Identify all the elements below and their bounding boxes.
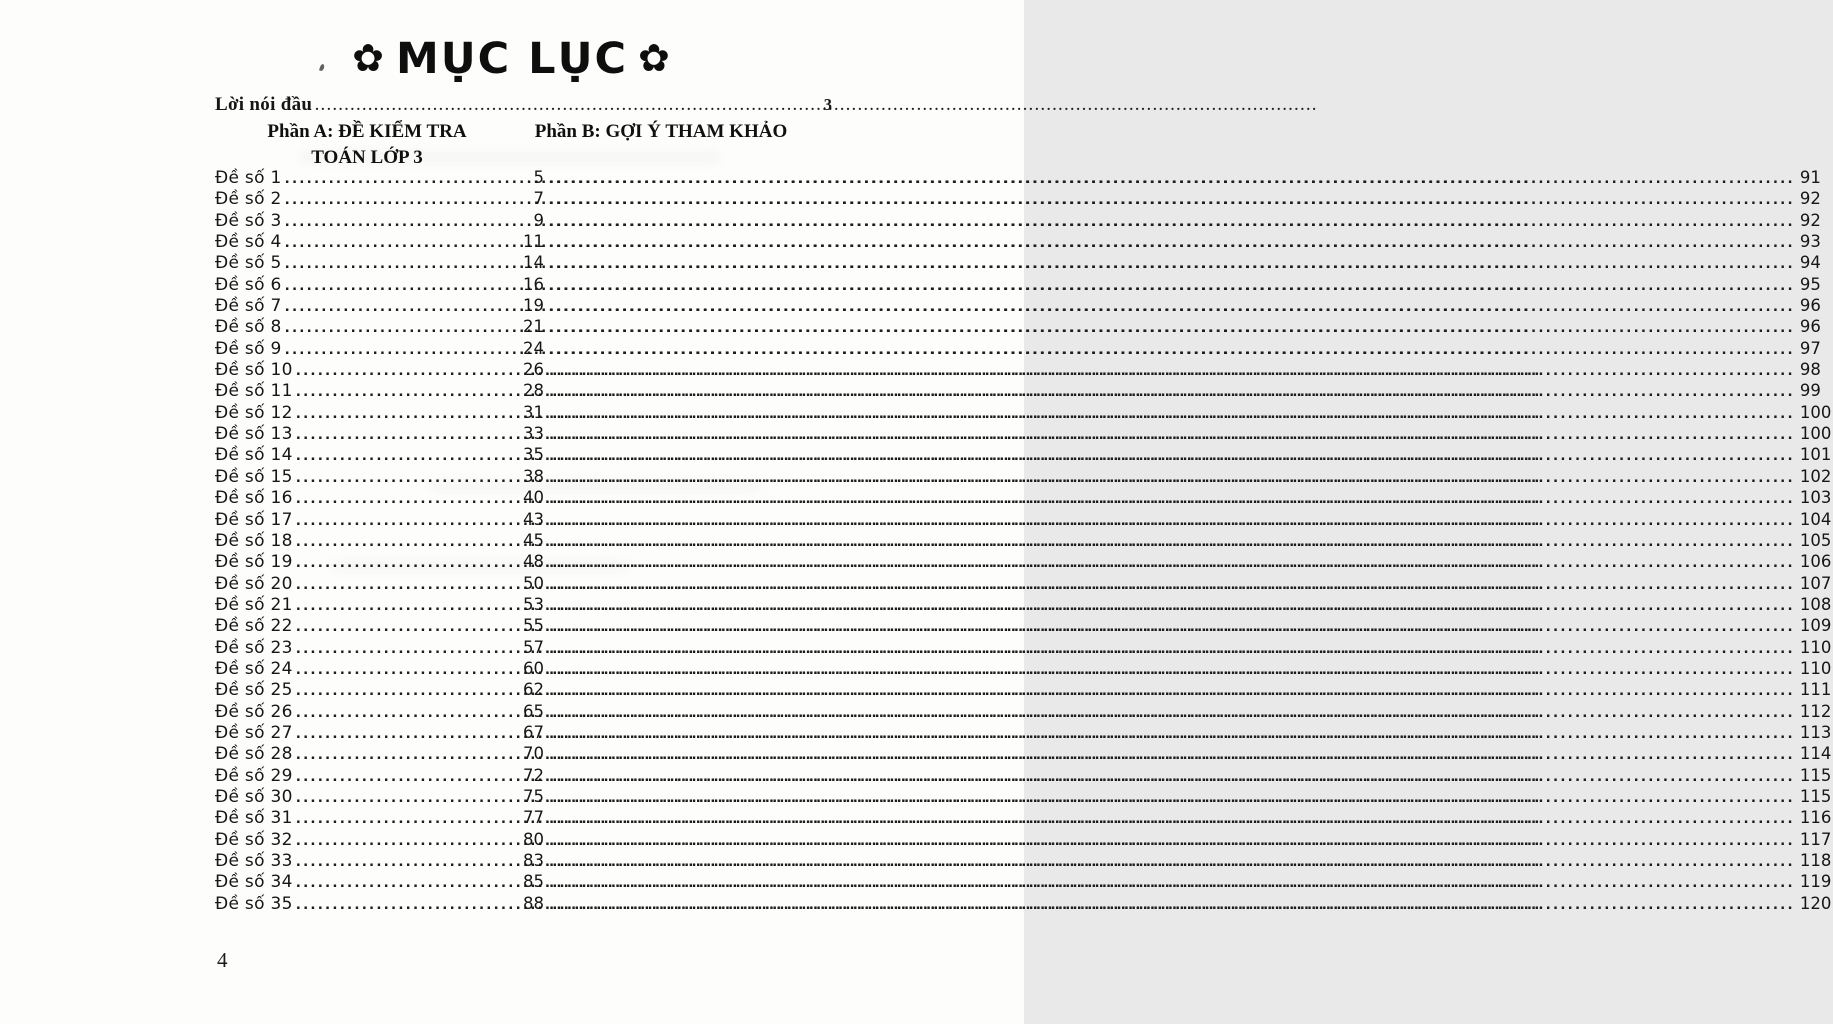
toc-entry-page-a: 28 <box>523 381 544 401</box>
toc-entry-label: Đề số 17 <box>215 509 293 530</box>
toc-row <box>215 552 1832 573</box>
toc-entry-label: Đề số 29 <box>215 765 293 786</box>
dot-leader <box>296 448 518 464</box>
toc-row-column-a <box>215 702 546 722</box>
toc-row-column-b <box>546 424 1833 443</box>
toc-entry-page-b: 99 <box>1799 381 1821 401</box>
toc-entry-page-b: 114 <box>1799 744 1832 764</box>
toc-row-column-b <box>546 744 1833 763</box>
flower-icon: ✿ <box>638 36 672 80</box>
dot-leader <box>549 491 1795 507</box>
toc-entry-page-b: 96 <box>1799 317 1821 337</box>
dot-leader <box>296 577 518 593</box>
toc-entry-page-b: 95 <box>1799 274 1821 294</box>
dot-leader <box>285 235 518 251</box>
toc-row-column-a <box>215 851 546 871</box>
toc-row-column-a <box>215 424 546 444</box>
dot-leader <box>285 256 518 272</box>
toc-row-column-b <box>546 275 1823 294</box>
toc-entry-label: Đề số 33 <box>215 851 293 871</box>
toc-entry-label: Đề số 15 <box>215 466 293 487</box>
toc-row-column-a <box>215 595 546 615</box>
toc-entry-page-a: 38 <box>523 466 544 486</box>
toc-row <box>215 851 1832 872</box>
dot-leader <box>549 577 1795 593</box>
toc-entry-page-a: 16 <box>523 274 544 294</box>
dot-leader <box>549 384 1795 400</box>
toc-entry-page-a: 43 <box>523 509 544 529</box>
dot-leader <box>296 662 518 678</box>
toc-row-column-b <box>546 211 1823 230</box>
toc-row-column-b <box>546 189 1823 208</box>
dot-leader <box>549 299 1795 315</box>
toc-row-column-b <box>546 851 1833 870</box>
dot-leader <box>549 171 1795 187</box>
toc-entry-page-b: 112 <box>1799 701 1832 721</box>
toc-entry-page-a: 24 <box>523 338 544 358</box>
toc-entry-label: Đề số 16 <box>215 488 293 509</box>
toc-row-column-a <box>215 510 546 530</box>
toc-row <box>215 701 1832 723</box>
dot-leader <box>296 555 518 571</box>
toc-entry-page-b: 93 <box>1799 232 1821 252</box>
dot-leader <box>296 427 518 443</box>
toc-row <box>215 424 1832 445</box>
toc-row-column-b <box>546 723 1833 742</box>
toc-entry-page-a: 11 <box>523 232 544 252</box>
toc-entry-page-b: 92 <box>1799 210 1821 230</box>
toc-entry-page-a: 88 <box>523 893 544 913</box>
toc-entry-page-a: 55 <box>523 616 544 636</box>
dot-leader <box>296 363 518 379</box>
toc-row <box>215 296 1821 317</box>
toc-entry-label: Đề số 13 <box>215 424 293 445</box>
dot-leader <box>549 811 1795 827</box>
toc-row-column-b <box>546 659 1833 678</box>
toc-entry-page-a: 85 <box>523 872 544 892</box>
toc-list <box>215 168 1832 915</box>
toc-row-column-b <box>546 830 1833 849</box>
dot-leader <box>549 214 1795 230</box>
toc-entry-label: Đề số 11 <box>215 381 293 402</box>
dot-leader <box>549 470 1795 486</box>
toc-row-column-a <box>215 360 546 380</box>
toc-row-column-a <box>215 723 546 743</box>
toc-entry-page-b: 113 <box>1799 722 1832 742</box>
dot-leader <box>549 256 1795 272</box>
dot-leader <box>296 384 518 400</box>
dot-leader <box>549 854 1795 870</box>
toc-entry-label: Đề số 31 <box>215 808 293 829</box>
toc-row-column-a <box>215 894 546 914</box>
toc-entry-page-b: 103 <box>1799 488 1832 508</box>
toc-row-column-a <box>215 317 546 337</box>
toc-entry-page-a: 45 <box>523 530 544 550</box>
toc-row-column-a <box>215 467 546 487</box>
toc-row <box>215 893 1832 915</box>
preface-page-number: 3 <box>823 95 832 114</box>
toc-row <box>215 658 1832 680</box>
dot-leader <box>296 726 518 742</box>
dot-leader <box>285 192 529 208</box>
toc-entry-label: Đề số 28 <box>215 744 293 765</box>
dot-leader <box>549 619 1795 635</box>
dot-leader <box>296 833 518 849</box>
toc-row-column-b <box>546 552 1833 571</box>
preface-label: Lời nói đầu <box>215 94 313 115</box>
toc-row <box>215 317 1821 338</box>
toc-entry-page-a: 65 <box>523 701 544 721</box>
toc-entry-page-a: 7 <box>533 189 544 209</box>
toc-row-column-b <box>546 445 1833 464</box>
section-part-a-line1: Phần A: ĐỀ KIỂM TRA <box>267 121 467 142</box>
toc-row-column-b <box>546 360 1823 379</box>
toc-entry-page-a: 62 <box>523 680 544 700</box>
toc-entry-page-b: 96 <box>1799 296 1821 316</box>
dot-leader <box>549 598 1795 614</box>
dot-leader <box>315 99 818 115</box>
toc-row-column-a <box>215 616 546 636</box>
dot-leader <box>549 278 1795 294</box>
toc-row-column-b <box>546 680 1833 699</box>
toc-entry-label: Đề số 26 <box>215 701 293 722</box>
toc-entry-page-b: 117 <box>1799 829 1832 849</box>
dot-leader <box>296 619 518 635</box>
dot-leader <box>549 875 1795 891</box>
toc-entry-page-b: 100 <box>1799 424 1832 444</box>
toc-entry-label: Đề số 14 <box>215 445 293 466</box>
section-part-b-heading: Phần B: GỢI Ý THAM KHẢO <box>534 121 788 142</box>
toc-row-column-b <box>546 894 1833 913</box>
toc-row-column-b <box>546 872 1833 891</box>
dot-leader <box>549 897 1795 913</box>
toc-entry-label: Đề số 18 <box>215 530 293 551</box>
dot-leader <box>296 875 518 891</box>
page-title <box>0 34 1024 85</box>
toc-row-column-b <box>546 510 1833 529</box>
toc-entry-page-a: 19 <box>523 296 544 316</box>
toc-row-column-a <box>215 253 546 273</box>
dot-leader <box>285 171 529 187</box>
toc-entry-page-b: 91 <box>1799 168 1821 187</box>
toc-row <box>215 168 1821 189</box>
toc-row-column-a <box>215 766 546 786</box>
dot-leader <box>296 769 518 785</box>
toc-entry-page-b: 97 <box>1799 338 1821 358</box>
toc-row-column-a <box>215 787 546 807</box>
toc-entry-page-b: 115 <box>1799 765 1832 785</box>
dot-leader <box>549 555 1795 571</box>
preface-entry <box>215 94 834 116</box>
toc-entry-label: Đề số 1 <box>215 168 282 188</box>
toc-entry-page-b: 101 <box>1799 445 1832 465</box>
toc-row <box>215 466 1832 488</box>
toc-entry-page-a: 57 <box>523 637 544 657</box>
dot-leader <box>549 705 1795 721</box>
toc-row <box>215 637 1832 659</box>
toc-row-column-b <box>546 595 1833 614</box>
toc-entry-page-a: 9 <box>533 210 544 230</box>
toc-row <box>215 872 1832 893</box>
toc-entry-label: Đề số 10 <box>215 360 293 381</box>
toc-row-column-a <box>215 296 546 316</box>
toc-row <box>215 744 1832 765</box>
toc-row-column-b <box>546 168 1823 187</box>
dot-leader <box>549 790 1795 806</box>
dot-leader <box>549 320 1795 336</box>
dot-leader <box>549 769 1795 785</box>
dot-leader <box>285 299 518 315</box>
dot-leader <box>296 513 518 529</box>
dot-leader <box>549 342 1795 358</box>
toc-row-column-a <box>215 680 546 700</box>
toc-row <box>215 189 1821 210</box>
toc-row <box>215 445 1832 466</box>
toc-entry-page-a: 33 <box>523 424 544 444</box>
toc-entry-page-a: 31 <box>523 402 544 422</box>
toc-entry-label: Đề số 12 <box>215 402 293 423</box>
toc-entry-page-b: 110 <box>1799 658 1832 678</box>
toc-row <box>215 530 1832 552</box>
toc-entry-label: Đề số 22 <box>215 616 293 637</box>
dot-leader <box>549 235 1795 251</box>
toc-row-column-b <box>546 403 1833 422</box>
toc-row-column-a <box>215 872 546 892</box>
dot-leader <box>296 854 518 870</box>
toc-entry-label: Đề số 2 <box>215 189 282 210</box>
toc-row <box>215 722 1832 744</box>
section-part-a-heading <box>237 119 497 171</box>
dot-leader <box>296 598 518 614</box>
toc-entry-page-a: 35 <box>523 445 544 465</box>
toc-row-column-a <box>215 830 546 850</box>
toc-entry-label: Đề số 27 <box>215 722 293 743</box>
toc-row <box>215 381 1821 402</box>
toc-row <box>215 509 1832 531</box>
dot-leader <box>549 192 1795 208</box>
toc-row-column-a <box>215 211 546 231</box>
dot-leader <box>285 342 518 358</box>
dot-leader <box>296 534 518 550</box>
toc-row <box>215 338 1821 360</box>
toc-entry-label: Đề số 23 <box>215 637 293 658</box>
toc-entry-label: Đề số 21 <box>215 594 293 615</box>
toc-entry-page-a: 26 <box>523 360 544 380</box>
toc-row <box>215 210 1821 232</box>
toc-row-column-a <box>215 403 546 423</box>
dot-leader <box>549 448 1795 464</box>
toc-entry-label: Đề số 24 <box>215 658 293 679</box>
toc-row-column-b <box>546 467 1833 486</box>
dot-leader <box>296 811 518 827</box>
dot-leader <box>296 406 518 422</box>
toc-row-column-b <box>546 488 1833 507</box>
toc-entry-label: Đề số 8 <box>215 317 282 338</box>
toc-entry-page-b: 108 <box>1799 594 1832 614</box>
toc-row-column-a <box>215 488 546 508</box>
toc-entry-label: Đề số 30 <box>215 786 293 807</box>
toc-entry-label: Đề số 6 <box>215 274 282 295</box>
toc-row-column-a <box>215 189 546 209</box>
toc-entry-page-b: 119 <box>1799 872 1832 892</box>
toc-row <box>215 829 1832 851</box>
toc-entry-page-a: 48 <box>523 552 544 572</box>
toc-entry-page-a: 75 <box>523 786 544 806</box>
toc-row <box>215 274 1821 296</box>
toc-entry-label: Đề số 34 <box>215 872 293 893</box>
toc-row-column-a <box>215 744 546 764</box>
dot-leader <box>296 641 518 657</box>
toc-entry-label: Đề số 4 <box>215 232 282 253</box>
dot-leader <box>549 363 1795 379</box>
toc-row <box>215 680 1832 701</box>
toc-entry-page-b: 105 <box>1799 530 1832 550</box>
toc-row-column-b <box>546 253 1823 272</box>
flower-icon: ✿ <box>352 36 386 80</box>
toc-entry-page-b: 92 <box>1799 189 1821 209</box>
toc-entry-page-b: 107 <box>1799 573 1832 593</box>
toc-entry-label: Đề số 20 <box>215 573 293 594</box>
toc-row <box>215 488 1832 509</box>
toc-entry-page-b: 120 <box>1799 893 1832 913</box>
toc-entry-label: Đề số 19 <box>215 552 293 573</box>
toc-entry-page-b: 100 <box>1799 402 1832 422</box>
toc-row-column-b <box>546 381 1823 400</box>
toc-row-column-a <box>215 808 546 828</box>
toc-entry-page-a: 83 <box>523 851 544 870</box>
toc-entry-page-a: 14 <box>523 253 544 273</box>
toc-row-column-b <box>546 766 1833 785</box>
toc-row-column-a <box>215 275 546 295</box>
page-number: 4 <box>217 948 228 972</box>
toc-row-column-a <box>215 381 546 401</box>
toc-row-column-b <box>546 317 1823 336</box>
toc-row <box>215 594 1832 616</box>
dot-leader <box>549 513 1795 529</box>
toc-entry-page-b: 94 <box>1799 253 1821 273</box>
dot-leader <box>296 747 518 763</box>
dot-leader <box>549 662 1795 678</box>
toc-row-column-a <box>215 445 546 465</box>
toc-entry-page-a: 70 <box>523 744 544 764</box>
toc-row-column-b <box>546 296 1823 315</box>
toc-row <box>215 402 1832 424</box>
toc-row-column-a <box>215 339 546 359</box>
toc-row <box>215 232 1821 253</box>
dot-leader <box>296 683 518 699</box>
toc-row <box>215 786 1832 808</box>
toc-entry-page-b: 118 <box>1799 851 1832 870</box>
toc-entry-page-a: 67 <box>523 722 544 742</box>
page-title-text: MỤC LỤC <box>395 34 629 84</box>
toc-row-column-b <box>546 616 1833 635</box>
toc-row <box>215 616 1832 637</box>
toc-entry-page-b: 110 <box>1799 637 1832 657</box>
toc-entry-label: Đề số 5 <box>215 253 282 274</box>
toc-entry-page-b: 116 <box>1799 808 1832 828</box>
toc-row-column-a <box>215 531 546 551</box>
toc-entry-page-a: 40 <box>523 488 544 508</box>
dot-leader <box>549 683 1795 699</box>
toc-entry-label: Đề số 9 <box>215 338 282 359</box>
toc-row <box>215 360 1821 381</box>
toc-entry-page-b: 104 <box>1799 509 1832 529</box>
toc-entry-page-b: 106 <box>1799 552 1832 572</box>
toc-row-column-a <box>215 232 546 252</box>
section-part-a-line2: TOÁN LỚP 3 <box>311 147 423 168</box>
toc-entry-page-a: 53 <box>523 594 544 614</box>
toc-row-column-b <box>546 702 1833 721</box>
dot-leader <box>296 705 518 721</box>
dot-leader <box>549 406 1795 422</box>
toc-row <box>215 765 1832 787</box>
toc-row <box>215 573 1832 595</box>
section-headers <box>215 119 834 171</box>
toc-entry-page-a: 60 <box>523 658 544 678</box>
dot-leader <box>549 833 1795 849</box>
dot-leader <box>549 534 1795 550</box>
toc-row <box>215 253 1821 274</box>
dot-leader <box>285 278 518 294</box>
dot-leader <box>296 470 518 486</box>
dot-leader <box>549 747 1795 763</box>
toc-entry-page-b: 109 <box>1799 616 1832 636</box>
toc-entry-page-b: 98 <box>1799 360 1821 380</box>
toc-entry-page-b: 115 <box>1799 786 1832 806</box>
toc-entry-page-b: 111 <box>1799 680 1832 700</box>
toc-entry-page-b: 102 <box>1799 466 1832 486</box>
toc-row-column-b <box>546 339 1823 358</box>
toc-row-column-b <box>546 808 1833 827</box>
toc-entry-page-a: 5 <box>533 168 544 187</box>
toc-row-column-a <box>215 659 546 679</box>
toc-entry-page-a: 77 <box>523 808 544 828</box>
toc-entry-label: Đề số 35 <box>215 893 293 914</box>
toc-entry-label: Đề số 25 <box>215 680 293 701</box>
toc-entry-page-a: 80 <box>523 829 544 849</box>
dot-leader <box>296 790 518 806</box>
toc-entry-label: Đề số 32 <box>215 829 293 850</box>
dot-leader <box>296 897 518 913</box>
dot-leader <box>549 726 1795 742</box>
toc-row-column-a <box>215 638 546 658</box>
toc-entry-page-a: 21 <box>523 317 544 337</box>
toc-row <box>215 808 1832 829</box>
toc-row-column-b <box>546 574 1833 593</box>
toc-entry-label: Đề số 7 <box>215 296 282 317</box>
dot-leader <box>285 320 518 336</box>
toc-row-column-a <box>215 552 546 572</box>
dot-leader <box>296 491 518 507</box>
dot-leader <box>549 427 1795 443</box>
toc-row-column-a <box>215 574 546 594</box>
toc-row-column-b <box>546 638 1833 657</box>
toc-row-column-b <box>546 787 1833 806</box>
dot-leader <box>549 641 1795 657</box>
toc-row-column-b <box>546 232 1823 251</box>
toc-row-column-a <box>215 168 546 188</box>
dot-leader <box>285 214 529 230</box>
toc-row-column-b <box>546 531 1833 550</box>
toc-entry-page-a: 72 <box>523 765 544 785</box>
toc-entry-page-a: 50 <box>523 573 544 593</box>
toc-entry-label: Đề số 3 <box>215 210 282 231</box>
